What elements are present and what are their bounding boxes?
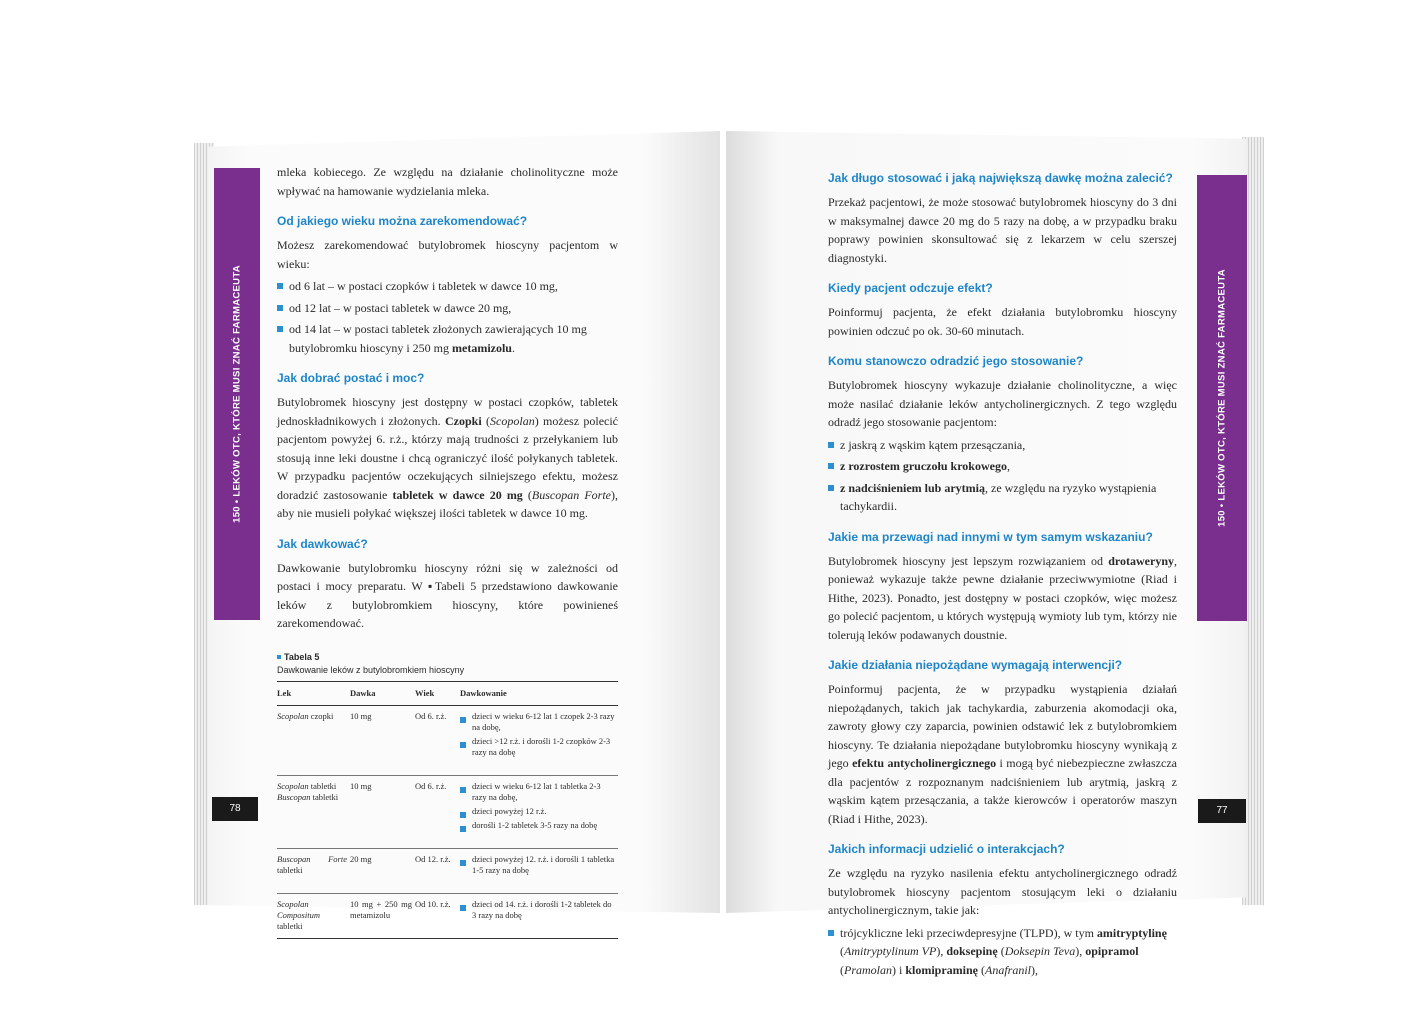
- column-header: Dawkowanie: [460, 681, 618, 705]
- list-item: od 12 lat – w postaci tabletek w dawce 20 mg,: [277, 299, 618, 318]
- list-item: trójcykliczne leki przeciwdepresyjne (TLPD), w tym amitryptylinę (Amitryptylinum VP), doksepinę (Doksepin Teva), opipramol (Pramolan) i klomipraminę (Anafranil),: [828, 924, 1177, 980]
- age-cell: Od 6. r.ż.: [415, 705, 460, 775]
- section-heading: Jak długo stosować i jaką największą dawkę można zalecić?: [828, 171, 1173, 185]
- section-heading: Kiedy pacjent odczuje efekt?: [828, 281, 993, 295]
- table-row: [277, 775, 618, 848]
- table-number: Tabela 5: [284, 651, 320, 662]
- list-item: dzieci w wieku 6-12 lat 1 czopek 2-3 razy na dobę,: [460, 711, 615, 733]
- list-item: dzieci powyżej 12. r.ż. i dorośli 1 tabletka 1-5 razy na dobę: [460, 854, 615, 876]
- paragraph: Dawkowanie butylobromku hioscyny różni się w zależności od postaci i mocy preparatu. W ▪Tabeli 5 przedstawiono dawkowanie leków z butylobromkiem hioscyny, które powinieneś zarekomendować.: [277, 560, 618, 630]
- list-item: dzieci powyżej 12 r.ż.: [460, 806, 615, 817]
- running-title: 150 • LEKÓW OTC, KTÓRE MUSI ZNAĆ FARMACEUTA: [231, 265, 243, 523]
- dosing-cell: [460, 893, 618, 938]
- left-side-tab: [214, 168, 260, 620]
- table-header-row: [277, 681, 618, 705]
- bullet-list: [828, 436, 1177, 516]
- list-item: dzieci w wieku 6-12 lat 1 tabletka 2-3 razy na dobę,: [460, 781, 615, 803]
- list-item: od 14 lat – w postaci tabletek złożonych zawierających 10 mg butylobromku hioscyny i 250 mg metamizolu.: [277, 320, 618, 357]
- dosage-table: [277, 681, 618, 939]
- section-heading: Jak dobrać postać i moc?: [277, 371, 425, 385]
- right-side-tab: [1197, 175, 1247, 621]
- table-caption: [277, 651, 618, 677]
- drug-cell: Scopolan tabletki Buscopan tabletki: [277, 775, 350, 848]
- column-header: Dawka: [350, 681, 415, 705]
- list-item: z rozrostem gruczołu krokowego,: [828, 457, 1177, 476]
- paragraph: Butylobromek hioscyny jest dostępny w postaci czopków, tabletek jednoskładnikowych i złożonych. Czopki (Scopolan) możesz polecić pacjentom powyżej 6. r.ż., którzy mają trudności z przełykaniem lub stosują inne leki doustne i chcą ograniczyć ilość połykanych tabletek. W przypadku pacjentów oczekujących silniejszego efektu, możesz doradzić zastosowanie tabletek w dawce 20 mg (Buscopan Forte), aby nie musieli połykać większej ilości tabletek w dawce 10 mg.: [277, 395, 619, 520]
- section-heading: Jakich informacji udzielić o interakcjach?: [828, 842, 1065, 856]
- section-heading: Jakie ma przewagi nad innymi w tym samym wskazaniu?: [828, 529, 1153, 544]
- age-cell: Od 10. r.ż.: [415, 898, 451, 909]
- square-bullet-icon: [277, 655, 281, 659]
- dosing-cell: [460, 775, 618, 848]
- paragraph: Poinformuj pacjenta, że efekt działania butylobromku hioscyny powinien odczuć po ok. 30-60 minutach.: [828, 305, 1177, 338]
- list-item: od 6 lat – w postaci czopków i tabletek w dawce 10 mg,: [277, 277, 618, 296]
- age-cell: Od 6. r.ż.: [415, 775, 460, 848]
- table-title: Dawkowanie leków z butylobromkiem hioscyny: [277, 664, 465, 675]
- page-number: 77: [1198, 799, 1246, 823]
- table-row: [277, 705, 618, 775]
- dose-cell: 10 mg: [350, 775, 415, 848]
- paragraph: Butylobromek hioscyny wykazuje działanie cholinolityczne, a więc może nasilać działanie leków antycholinergicznych. Z tego względu odradź jego stosowanie pacjentom:: [828, 378, 1177, 429]
- list-item: dzieci >12 r.ż. i dorośli 1-2 czopków 2-3 razy na dobę: [460, 736, 615, 758]
- dosing-cell: [460, 705, 618, 775]
- column-header: Lek: [277, 681, 350, 705]
- list-item: dorośli 1-2 tabletek 3-5 razy na dobę: [460, 820, 615, 831]
- paragraph: Możesz zarekomendować butylobromek hioscyny pacjentom w wieku:: [277, 238, 618, 271]
- paragraph: Przekaż pacjentowi, że może stosować butylobromek hioscyny do 3 dni w maksymalnej dawce 20 mg do 5 razy na dobę, a w przypadku braku poprawy powinien skonsultować się z lekarzem w celu szerszej diagnostyki.: [828, 195, 1177, 265]
- bullet-list: [828, 924, 1177, 980]
- section-heading: Jakie działania niepożądane wymagają interwencji?: [828, 658, 1123, 672]
- section-heading: Komu stanowczo odradzić jego stosowanie?: [828, 354, 1084, 368]
- age-cell: Od 12. r.ż.: [415, 848, 460, 893]
- paragraph: Ze względu na ryzyko nasilenia efektu antycholinergicznego odradź butylobromek hioscyny pacjentom stosującym leki o działaniu antycholinergicznym, takie jak:: [828, 866, 1177, 917]
- left-page-text: [277, 163, 618, 939]
- list-item: z jaskrą z wąskim kątem przesączania,: [828, 436, 1177, 455]
- running-title: 150 • LEKÓW OTC, KTÓRE MUSI ZNAĆ FARMACEUTA: [1216, 269, 1228, 527]
- intro-paragraph: mleka kobiecego. Ze względu na działanie cholinolityczne może wpływać na hamowanie wydzielania mleka.: [277, 165, 618, 198]
- paragraph: Poinformuj pacjenta, że w przypadku wystąpienia działań niepożądanych, takich jak tachykardia, zaburzenia akomodacji oka, zawroty głowy czy zaparcia, powinien odstawić lek z butylobromkiem hioscyny. Te działania niepożądane butylobromku hioscyny wynikają z jego efektu antycholinergicznego i mogą być niebezpieczne zwłaszcza dla pacjentów z rozpoznanym nadciśnieniem lub arytmią, jaskrą z wąskim kątem przesączania, a także kierowców i operatorów maszyn (Riad i Hithe, 2023).: [828, 682, 1177, 826]
- section-heading: Od jakiego wieku można zarekomendować?: [277, 214, 528, 228]
- drug-cell: Scopolan Compositum tabletki: [277, 898, 320, 931]
- section-heading: Jak dawkować?: [277, 536, 368, 551]
- dose-cell: 10 mg: [350, 705, 415, 775]
- dosing-cell: [460, 848, 618, 893]
- column-header: Wiek: [415, 681, 460, 705]
- table-row: [277, 848, 618, 893]
- right-page-text: [828, 169, 1177, 991]
- dose-cell: 10 mg + 250 mg metamizolu: [350, 898, 412, 920]
- table-row: [277, 893, 618, 938]
- drug-cell: Scopolan czopki: [277, 705, 350, 775]
- list-item: z nadciśnieniem lub arytmią, ze względu na ryzyko wystąpienia tachykardii.: [828, 479, 1177, 516]
- page-number: 78: [212, 797, 258, 821]
- drug-cell: Buscopan Forte tabletki: [277, 848, 350, 893]
- bullet-list: [277, 277, 618, 357]
- list-item: dzieci od 14. r.ż. i dorośli 1-2 tabletek do 3 razy na dobę: [460, 899, 615, 921]
- paragraph: Butylobromek hioscyny jest lepszym rozwiązaniem od drotaweryny, ponieważ wykazuje także pewne działanie przeciwwymiotne (Riad i Hithe, 2023). Ponadto, jest dostępny w postaci czopków, więc możesz go polecić pacjentom, u których występują wymioty lub tym, którzy nie tolerują leków podawanych doustnie.: [828, 553, 1177, 642]
- dose-cell: 20 mg: [350, 848, 415, 893]
